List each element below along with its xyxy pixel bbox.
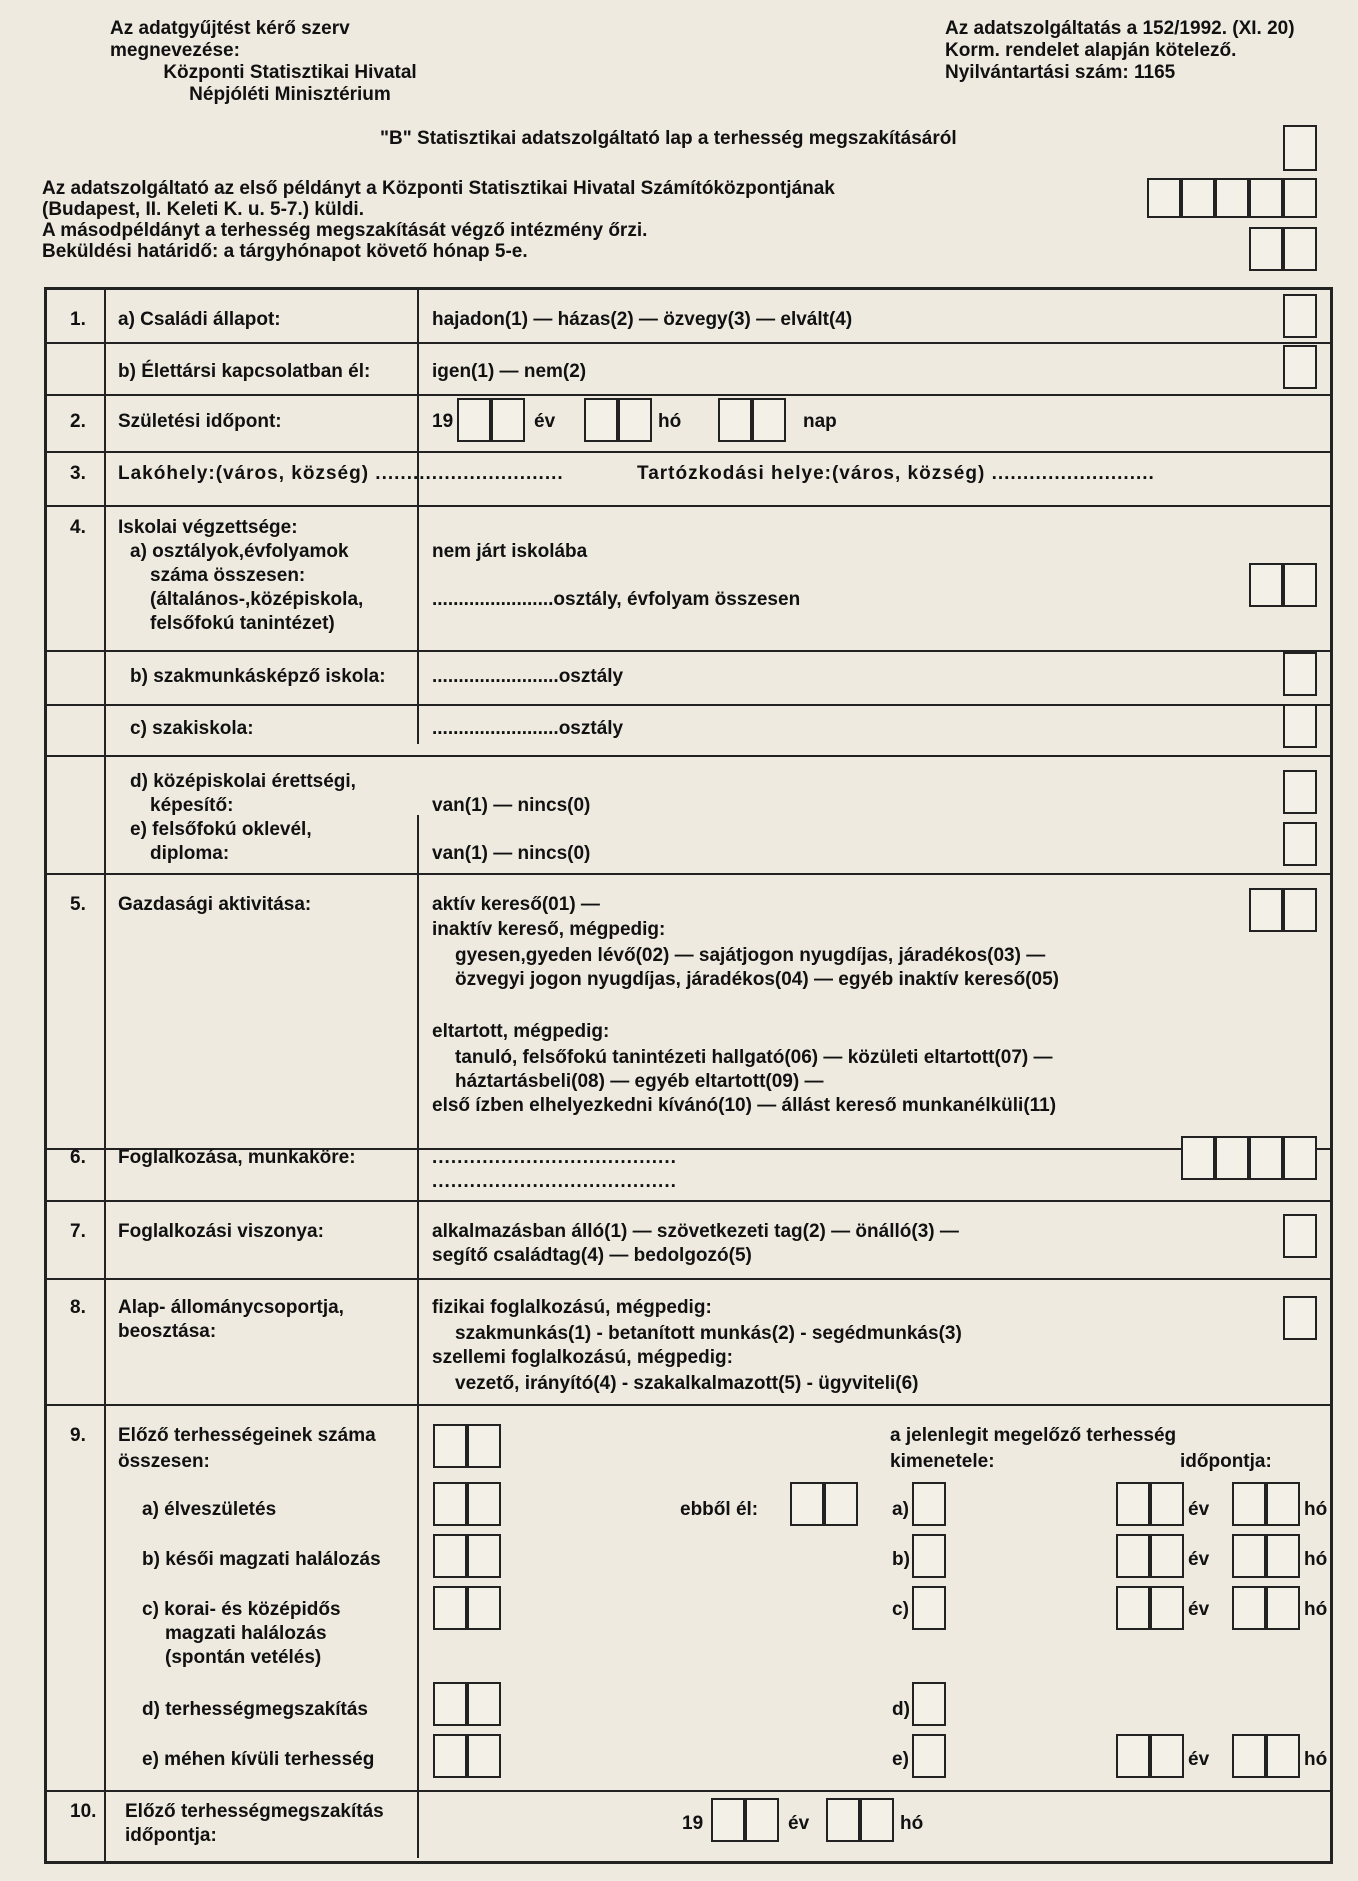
vocational-school-field[interactable]: ........................osztály	[432, 666, 624, 687]
month-label: hó	[1304, 1549, 1328, 1570]
special-school-label: c) szakiskola:	[130, 718, 254, 739]
intro-line: Az adatszolgáltató az első példányt a Központi Statisztikai Hivatal Számítóközpontjának	[42, 178, 835, 199]
code-box[interactable]	[1283, 125, 1317, 171]
century-prefix: 19	[432, 411, 454, 432]
activity-option: első ízben elhelyezkedni kívánó(10) — állást kereső munkanélküli(11)	[432, 1095, 1057, 1116]
diploma-options: van(1) — nincs(0)	[432, 843, 591, 864]
year-label: év	[534, 411, 556, 432]
outcome-month-box[interactable]	[1266, 1534, 1300, 1578]
row-number: 5.	[70, 894, 86, 915]
outcome-year-box[interactable]	[1116, 1734, 1150, 1778]
employment-status-label: Foglalkozási viszonya:	[118, 1221, 324, 1242]
code-box[interactable]	[1215, 178, 1249, 218]
ectopic-pregnancy-box[interactable]	[433, 1734, 467, 1778]
outcome-month-box[interactable]	[1232, 1734, 1266, 1778]
birth-year-box[interactable]	[457, 398, 491, 442]
occupation-label: Foglalkozása, munkaköre:	[118, 1147, 356, 1168]
special-school-box[interactable]	[1283, 704, 1317, 748]
grades-total-field[interactable]: .......................osztály, évfolyam összesen	[432, 589, 801, 610]
late-fetal-death-label: b) késői magzati halálozás	[142, 1549, 381, 1570]
outcome-box[interactable]	[912, 1586, 946, 1630]
year-label: év	[1188, 1499, 1210, 1520]
prev-termination-year-box[interactable]	[711, 1798, 745, 1842]
no-school-option: nem járt iskolába	[432, 541, 588, 562]
staff-group-label: Alap- állománycsoportja,	[118, 1297, 344, 1318]
staff-option: vezető, irányító(4) - szakalkalmazott(5) - ügyviteli(6)	[455, 1373, 919, 1394]
birth-month-box[interactable]	[584, 398, 618, 442]
header-right-line: Az adatszolgáltatás a 152/1992. (XI. 20)	[945, 18, 1295, 39]
header-left-line: Népjóléti Minisztérium	[189, 84, 391, 105]
living-label: ebből él:	[680, 1499, 759, 1520]
row-number: 3.	[70, 463, 86, 484]
prev-termination-date-label: időpontja:	[125, 1825, 217, 1846]
stay-place-label: Tartózkodási helye:(város, község) ..........................	[637, 463, 1155, 484]
living-box[interactable]	[790, 1482, 824, 1526]
outcome-box[interactable]	[912, 1482, 946, 1526]
outcome-month-box[interactable]	[1266, 1734, 1300, 1778]
economic-activity-label: Gazdasági aktivitása:	[118, 894, 312, 915]
spontaneous-abortion-label: (spontán vetélés)	[165, 1647, 322, 1668]
live-birth-box[interactable]	[467, 1482, 501, 1526]
termination-box[interactable]	[467, 1682, 501, 1726]
prev-termination-year-box[interactable]	[745, 1798, 779, 1842]
prev-termination-month-box[interactable]	[860, 1798, 894, 1842]
termination-box[interactable]	[433, 1682, 467, 1726]
outcome-box[interactable]	[912, 1734, 946, 1778]
occupation-box[interactable]	[1181, 1136, 1215, 1180]
education-a-line: (általános-,középiskola,	[150, 589, 364, 610]
date-label: időpontja:	[1180, 1451, 1272, 1472]
grades-box[interactable]	[1249, 563, 1283, 607]
birth-year-box[interactable]	[491, 398, 525, 442]
activity-option: inaktív kereső, mégpedig:	[432, 919, 666, 940]
living-box[interactable]	[824, 1482, 858, 1526]
activity-box[interactable]	[1249, 888, 1283, 932]
education-a-line: a) osztályok,évfolyamok	[130, 541, 349, 562]
spontaneous-abortion-box[interactable]	[433, 1586, 467, 1630]
occupation-box[interactable]	[1249, 1136, 1283, 1180]
vocational-school-box[interactable]	[1283, 652, 1317, 696]
marital-status-options: hajadon(1) — házas(2) — özvegy(3) — elvált(4)	[432, 309, 853, 330]
outcome-year-box[interactable]	[1116, 1586, 1150, 1630]
intro-line: Beküldési határidő: a tárgyhónapot követő hónap 5-e.	[42, 241, 528, 262]
month-label: hó	[1304, 1599, 1328, 1620]
intro-line: (Budapest, II. Keleti K. u. 5-7.) küldi.	[42, 199, 364, 220]
staff-option: szakmunkás(1) - betanított munkás(2) - segédmunkás(3)	[455, 1323, 962, 1344]
staff-group-box[interactable]	[1283, 1296, 1317, 1340]
activity-option: özvegyi jogon nyugdíjas, járadékos(04) — egyéb inaktív kereső(05)	[455, 969, 1059, 990]
prev-pregnancies-label: összesen:	[118, 1451, 210, 1472]
header-left-line: Az adatgyűjtést kérő szerv megnevezése:	[110, 18, 350, 61]
staff-group-label: beosztása:	[118, 1321, 217, 1342]
live-birth-box[interactable]	[433, 1482, 467, 1526]
outcome-title: kimenetele:	[890, 1451, 995, 1472]
activity-option: háztartásbeli(08) — egyéb eltartott(09) —	[455, 1071, 824, 1092]
spontaneous-abortion-box[interactable]	[467, 1586, 501, 1630]
requesting-organization	[110, 18, 470, 106]
diploma-box[interactable]	[1283, 822, 1317, 866]
day-label: nap	[803, 411, 837, 432]
code-box[interactable]	[1249, 227, 1283, 271]
year-label: év	[788, 1813, 810, 1834]
outcome-box[interactable]	[912, 1682, 946, 1726]
graduation-box[interactable]	[1283, 770, 1317, 814]
prev-pregnancies-label: Előző terhességeinek száma	[118, 1425, 376, 1446]
activity-option: eltartott, mégpedig:	[432, 1021, 610, 1042]
month-label: hó	[658, 411, 682, 432]
code-box[interactable]	[1181, 178, 1215, 218]
code-box[interactable]	[1283, 227, 1317, 271]
activity-option: tanuló, felsőfokú tanintézeti hallgató(06) — közületi eltartott(07) —	[455, 1047, 1053, 1068]
outcome-month-box[interactable]	[1266, 1586, 1300, 1630]
pregnancy-count-box[interactable]	[433, 1424, 467, 1468]
month-label: hó	[1304, 1749, 1328, 1770]
birth-month-box[interactable]	[618, 398, 652, 442]
intro-line: A másodpéldányt a terhesség megszakítását végző intézmény őrzi.	[42, 220, 648, 241]
code-box[interactable]	[1283, 178, 1317, 218]
prev-termination-date-label: Előző terhességmegszakítás	[125, 1801, 384, 1822]
header-right-line: Korm. rendelet alapján kötelező.	[945, 40, 1237, 61]
row-number: 10.	[70, 1801, 97, 1822]
outcome-letter: e)	[892, 1749, 909, 1770]
late-fetal-death-box[interactable]	[433, 1534, 467, 1578]
marital-status-label: a) Családi állapot:	[118, 309, 281, 330]
birth-day-box[interactable]	[752, 398, 786, 442]
code-box[interactable]	[1147, 178, 1181, 218]
outcome-month-box[interactable]	[1232, 1586, 1266, 1630]
header-left-line: Központi Statisztikai Hivatal	[163, 62, 417, 83]
code-box[interactable]	[1249, 178, 1283, 218]
occupation-field[interactable]: .......................................	[432, 1147, 677, 1168]
residence-label: Lakóhely:(város, község) ..............................	[118, 463, 564, 484]
staff-option: szellemi foglalkozású, mégpedig:	[432, 1347, 733, 1368]
outcome-year-box[interactable]	[1116, 1534, 1150, 1578]
header-right-line: Nyilvántartási szám: 1165	[945, 62, 1176, 83]
occupation-field[interactable]: .......................................	[432, 1171, 677, 1192]
outcome-letter: a)	[892, 1499, 909, 1520]
education-a-line: száma összesen:	[150, 565, 306, 586]
birth-date-label: Születési időpont:	[118, 411, 282, 432]
partnership-box[interactable]	[1283, 345, 1317, 389]
row-number: 1.	[70, 309, 86, 330]
century-prefix: 19	[682, 1813, 704, 1834]
outcome-letter: b)	[892, 1549, 910, 1570]
row-number: 9.	[70, 1425, 86, 1446]
form-title: "B" Statisztikai adatszolgáltató lap a terhesség megszakításáról	[380, 128, 957, 149]
occupation-box[interactable]	[1215, 1136, 1249, 1180]
row-number: 4.	[70, 517, 86, 538]
outcome-year-box[interactable]	[1150, 1482, 1184, 1526]
prev-termination-month-box[interactable]	[826, 1798, 860, 1842]
outcome-month-box[interactable]	[1232, 1534, 1266, 1578]
year-label: év	[1188, 1549, 1210, 1570]
row-number: 6.	[70, 1147, 86, 1168]
ectopic-pregnancy-box[interactable]	[467, 1734, 501, 1778]
live-birth-label: a) élveszületés	[142, 1499, 277, 1520]
partnership-options: igen(1) — nem(2)	[432, 361, 587, 382]
staff-option: fizikai foglalkozású, mégpedig:	[432, 1297, 712, 1318]
outcome-title: a jelenlegit megelőző terhesség	[890, 1425, 1177, 1446]
pregnancy-count-box[interactable]	[467, 1424, 501, 1468]
month-label: hó	[1304, 1499, 1328, 1520]
employment-option: segítő családtag(4) — bedolgozó(5)	[432, 1245, 752, 1266]
vocational-school-label: b) szakmunkásképző iskola:	[130, 666, 386, 687]
termination-label: d) terhességmegszakítás	[142, 1699, 368, 1720]
spontaneous-abortion-label: magzati halálozás	[165, 1623, 327, 1644]
spontaneous-abortion-label: c) korai- és középidős	[142, 1599, 341, 1620]
education-a-line: felsőfokú tanintézet)	[150, 613, 335, 634]
diploma-label: e) felsőfokú oklevél,	[130, 819, 312, 840]
graduation-label: képesítő:	[150, 795, 234, 816]
activity-option: aktív kereső(01) —	[432, 894, 600, 915]
intro-text	[42, 178, 835, 262]
employment-box[interactable]	[1283, 1214, 1317, 1258]
year-label: év	[1188, 1599, 1210, 1620]
diploma-label: diploma:	[150, 843, 230, 864]
marital-status-box[interactable]	[1283, 294, 1317, 338]
graduation-options: van(1) — nincs(0)	[432, 795, 591, 816]
row-number: 7.	[70, 1221, 86, 1242]
birth-day-box[interactable]	[718, 398, 752, 442]
outcome-letter: c)	[892, 1599, 909, 1620]
row-number: 8.	[70, 1297, 86, 1318]
partnership-label: b) Élettársi kapcsolatban él:	[118, 361, 371, 382]
outcome-year-box[interactable]	[1150, 1734, 1184, 1778]
outcome-box[interactable]	[912, 1534, 946, 1578]
row-number: 2.	[70, 411, 86, 432]
outcome-month-box[interactable]	[1232, 1482, 1266, 1526]
legal-basis	[945, 18, 1295, 84]
outcome-year-box[interactable]	[1150, 1586, 1184, 1630]
activity-box[interactable]	[1283, 888, 1317, 932]
employment-option: alkalmazásban álló(1) — szövetkezeti tag(2) — önálló(3) —	[432, 1221, 959, 1242]
outcome-month-box[interactable]	[1266, 1482, 1300, 1526]
late-fetal-death-box[interactable]	[467, 1534, 501, 1578]
activity-option: gyesen,gyeden lévő(02) — sajátjogon nyugdíjas, járadékos(03) —	[455, 945, 1046, 966]
year-label: év	[1188, 1749, 1210, 1770]
graduation-label: d) középiskolai érettségi,	[130, 771, 356, 792]
education-title: Iskolai végzettsége:	[118, 517, 298, 538]
outcome-year-box[interactable]	[1116, 1482, 1150, 1526]
month-label: hó	[900, 1813, 924, 1834]
outcome-letter: d)	[892, 1699, 910, 1720]
special-school-field[interactable]: ........................osztály	[432, 718, 624, 739]
ectopic-pregnancy-label: e) méhen kívüli terhesség	[142, 1749, 375, 1770]
occupation-box[interactable]	[1283, 1136, 1317, 1180]
grades-box[interactable]	[1283, 563, 1317, 607]
outcome-year-box[interactable]	[1150, 1534, 1184, 1578]
